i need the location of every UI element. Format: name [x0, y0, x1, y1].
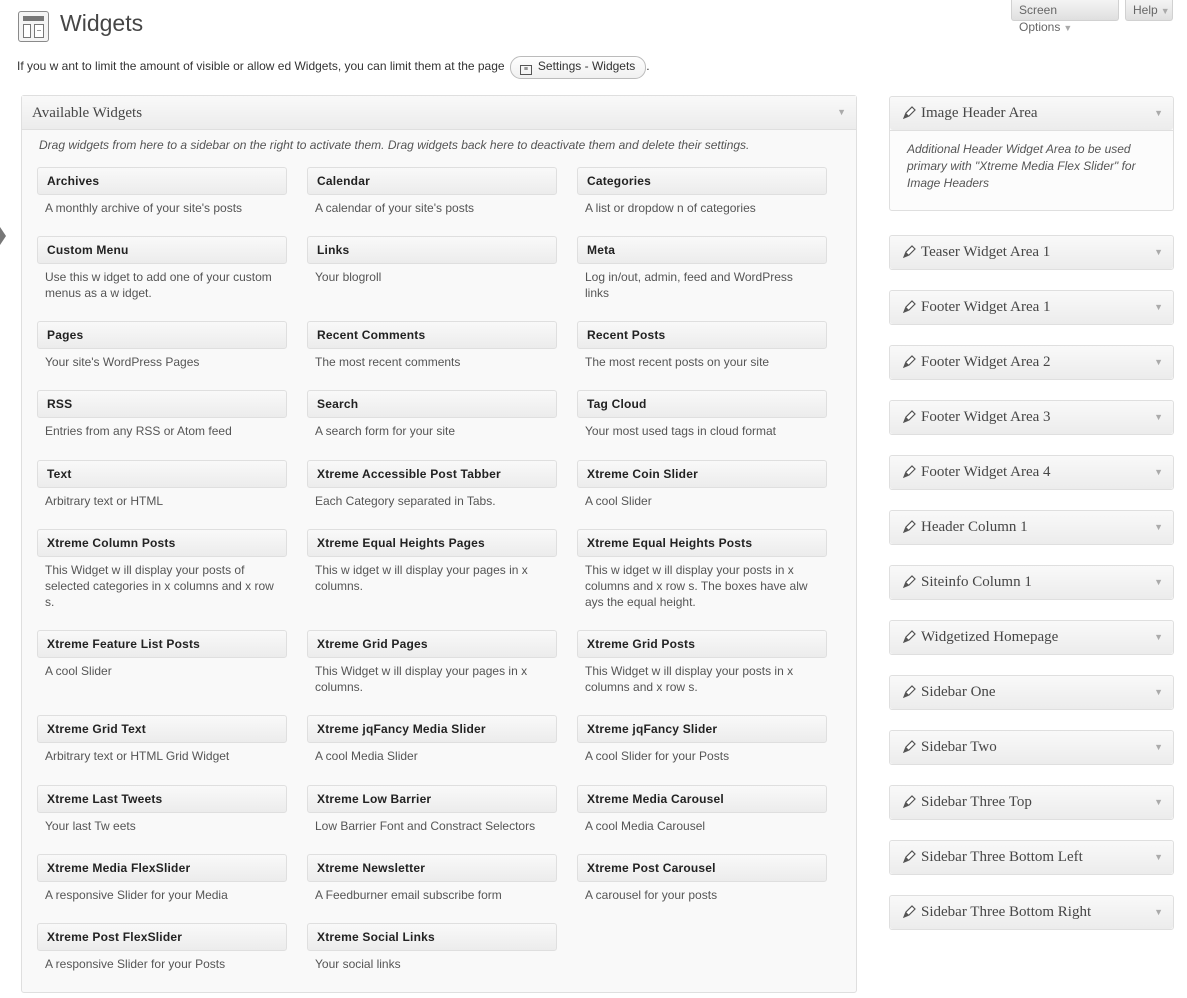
sidebar-name: Siteinfo Column 1	[921, 574, 1032, 590]
chevron-down-icon[interactable]: ▼	[1154, 302, 1163, 312]
widget-meta[interactable]	[577, 236, 827, 301]
sidebar-name: Sidebar Two	[921, 739, 997, 755]
screen-options-button[interactable]	[1011, 0, 1119, 34]
widget-description: This Widget w ill display your pages in x columns.	[315, 664, 528, 694]
edit-icon	[902, 106, 916, 120]
widget-title[interactable]: RSS	[37, 390, 287, 418]
widget-title[interactable]: Xtreme Low Barrier	[307, 785, 557, 813]
sidebar-sidebar-three-top	[889, 785, 1174, 820]
widget-description: The most recent posts on your site	[585, 355, 770, 369]
widget-title[interactable]: Calendar	[307, 167, 557, 195]
widget-description: Your site's WordPress Pages	[45, 355, 200, 369]
widget-title[interactable]: Archives	[37, 167, 287, 195]
sidebar-header[interactable]	[890, 731, 1173, 764]
widget-description: The most recent comments	[315, 355, 461, 369]
sidebar-header[interactable]	[890, 511, 1173, 544]
edit-icon	[902, 300, 916, 314]
widget-xtreme-coin-slider[interactable]	[577, 460, 827, 509]
widget-title[interactable]: Custom Menu	[37, 236, 287, 264]
sidebar-name: Header Column 1	[921, 519, 1028, 535]
widget-title[interactable]: Pages	[37, 321, 287, 349]
chevron-down-icon[interactable]: ▼	[1154, 522, 1163, 532]
widget-title[interactable]: Meta	[577, 236, 827, 264]
widget-recent-posts[interactable]	[577, 321, 827, 370]
chevron-down-icon[interactable]: ▼	[1154, 357, 1163, 367]
widget-description: Log in/out, admin, feed and WordPress links	[585, 270, 793, 300]
sidebar-header[interactable]	[890, 676, 1173, 709]
widget-search[interactable]	[307, 390, 557, 439]
edit-icon	[902, 465, 916, 479]
widget-description: A monthly archive of your site's posts	[45, 201, 243, 215]
widget-title[interactable]: Xtreme Equal Heights Pages	[307, 529, 557, 557]
sidebar-name: Sidebar Three Bottom Right	[921, 904, 1092, 920]
widget-description: This w idget w ill display your posts in x columns and x row s. The boxes have alw ays the equal height.	[585, 563, 808, 609]
sidebar-footer-widget-area-4	[889, 455, 1174, 490]
sidebar-header[interactable]	[890, 236, 1173, 269]
widget-description: A calendar of your site's posts	[315, 201, 475, 215]
widget-pages[interactable]	[37, 321, 287, 370]
sidebar-header[interactable]	[890, 291, 1173, 324]
sidebar-header[interactable]	[890, 456, 1173, 489]
edit-icon	[902, 410, 916, 424]
edit-icon	[902, 355, 916, 369]
widget-title[interactable]: Xtreme Post FlexSlider	[37, 923, 287, 951]
widget-description: A cool Media Slider	[315, 749, 418, 763]
widget-xtreme-equal-heights-pages[interactable]	[307, 529, 557, 594]
sidebar-name: Image Header Area	[921, 105, 1038, 121]
chevron-down-icon[interactable]: ▼	[1154, 467, 1163, 477]
sidebar-header[interactable]	[890, 786, 1173, 819]
sidebar-name: Sidebar One	[921, 684, 996, 700]
widget-xtreme-jqfancy-slider[interactable]	[577, 715, 827, 764]
widget-title[interactable]: Search	[307, 390, 557, 418]
widget-title[interactable]: Recent Posts	[577, 321, 827, 349]
sidebar-sidebar-three-bottom-left	[889, 840, 1174, 875]
sidebar-footer-widget-area-2	[889, 345, 1174, 380]
widget-custom-menu[interactable]	[37, 236, 287, 301]
edit-icon	[902, 795, 916, 809]
widget-links[interactable]	[307, 236, 557, 285]
widget-title[interactable]: Xtreme Grid Text	[37, 715, 287, 743]
chevron-down-icon[interactable]: ▼	[1154, 797, 1163, 807]
widget-xtreme-grid-pages[interactable]	[307, 630, 557, 695]
widget-title[interactable]: Recent Comments	[307, 321, 557, 349]
widget-title[interactable]: Xtreme Grid Pages	[307, 630, 557, 658]
widget-description: A cool Slider	[45, 664, 112, 678]
widget-xtreme-feature-list-posts[interactable]	[37, 630, 287, 679]
settings-widgets-label: Settings - Widgets	[537, 59, 636, 73]
widget-description: This w idget w ill display your pages in x columns.	[315, 563, 528, 593]
widget-xtreme-last-tweets[interactable]	[37, 785, 287, 834]
edit-icon	[902, 575, 916, 589]
sidebar-header[interactable]	[890, 841, 1173, 874]
sidebar-header[interactable]	[890, 896, 1173, 929]
available-widgets-header[interactable]	[22, 96, 856, 130]
widgets-page-icon	[18, 11, 49, 42]
widget-xtreme-post-carousel[interactable]	[577, 854, 827, 903]
sidebar-name: Footer Widget Area 1	[921, 299, 1051, 315]
widget-description: A responsive Slider for your Posts	[45, 957, 226, 971]
widget-description: Your last Tw eets	[45, 819, 136, 833]
widget-xtreme-column-posts[interactable]	[37, 529, 287, 610]
widget-description: Each Category separated in Tabs.	[315, 494, 496, 508]
widget-title[interactable]: Xtreme Equal Heights Posts	[577, 529, 827, 557]
widget-description: Arbitrary text or HTML Grid Widget	[45, 749, 230, 763]
chevron-down-icon[interactable]: ▼	[1154, 108, 1163, 118]
widget-description: Your blogroll	[315, 270, 382, 284]
sidebar-sidebar-one	[889, 675, 1174, 710]
widget-xtreme-newsletter[interactable]	[307, 854, 557, 903]
chevron-down-icon[interactable]: ▼	[1154, 742, 1163, 752]
widget-description: A cool Slider	[585, 494, 652, 508]
widget-title[interactable]: Xtreme Media FlexSlider	[37, 854, 287, 882]
widget-title[interactable]: Tag Cloud	[577, 390, 827, 418]
widget-recent-comments[interactable]	[307, 321, 557, 370]
edit-icon	[902, 245, 916, 259]
sidebar-header[interactable]	[890, 621, 1173, 654]
available-widgets-title: Available Widgets	[32, 105, 143, 121]
widget-description: This Widget w ill display your posts of selected categories in x columns and x row s.	[45, 563, 274, 609]
widget-rss[interactable]	[37, 390, 287, 439]
settings-icon: ≡	[520, 65, 532, 75]
available-widgets-description: Drag widgets from here to a sidebar on the right to activate them. Drag widgets back here to deactivate them and delete their settings.	[39, 138, 750, 152]
sidebar-header[interactable]	[890, 97, 1173, 130]
widget-xtreme-post-flexslider[interactable]	[37, 923, 287, 972]
sidebar-name: Footer Widget Area 3	[921, 409, 1051, 425]
widget-calendar[interactable]	[307, 167, 557, 216]
intro-suffix: .	[646, 59, 650, 73]
widget-title[interactable]: Xtreme Post Carousel	[577, 854, 827, 882]
widget-description: Low Barrier Font and Constract Selectors	[315, 819, 536, 833]
widget-description: Entries from any RSS or Atom feed	[45, 424, 232, 438]
settings-widgets-button[interactable]	[510, 56, 646, 79]
widget-title[interactable]: Xtreme Feature List Posts	[37, 630, 287, 658]
help-button[interactable]	[1125, 0, 1173, 21]
available-widgets-panel	[21, 95, 857, 993]
widget-description: A list or dropdow n of categories	[585, 201, 756, 215]
intro-notice	[17, 56, 650, 79]
widget-description: Arbitrary text or HTML	[45, 494, 164, 508]
chevron-down-icon[interactable]: ▼	[1154, 632, 1163, 642]
widget-tag-cloud[interactable]	[577, 390, 827, 439]
intro-text: If you w ant to limit the amount of visible or allow ed Widgets, you can limit them at the page	[17, 59, 505, 73]
sidebar-header[interactable]	[890, 401, 1173, 434]
widget-xtreme-social-links[interactable]	[307, 923, 557, 972]
sidebar-siteinfo-column-1	[889, 565, 1174, 600]
widget-description: A cool Media Carousel	[585, 819, 706, 833]
widget-description: A cool Slider for your Posts	[585, 749, 730, 763]
widget-description: A carousel for your posts	[585, 888, 718, 902]
sidebar-header-column-1	[889, 510, 1174, 545]
sidebar-description: Additional Header Widget Area to be used primary with "Xtreme Media Flex Slider" for Image Headers	[890, 130, 1173, 210]
chevron-down-icon[interactable]: ▼	[1154, 687, 1163, 697]
widget-title[interactable]: Links	[307, 236, 557, 264]
chevron-down-icon: ▼	[1160, 6, 1170, 16]
widget-title[interactable]: Xtreme jqFancy Slider	[577, 715, 827, 743]
chevron-down-icon[interactable]: ▼	[1154, 247, 1163, 257]
edit-icon	[902, 630, 916, 644]
widget-description: Your social links	[315, 957, 401, 971]
widget-xtreme-accessible-post-tabber[interactable]	[307, 460, 557, 509]
widget-xtreme-grid-posts[interactable]	[577, 630, 827, 695]
help-label: Help	[1133, 3, 1158, 17]
widget-title[interactable]: Categories	[577, 167, 827, 195]
widget-text[interactable]	[37, 460, 287, 509]
widget-description: A responsive Slider for your Media	[45, 888, 228, 902]
widget-title[interactable]: Xtreme Accessible Post Tabber	[307, 460, 557, 488]
widget-description: This Widget w ill display your posts in x columns and x row s.	[585, 664, 794, 694]
edit-icon	[902, 520, 916, 534]
page-title: Widgets	[60, 10, 144, 36]
chevron-down-icon[interactable]: ▼	[1154, 852, 1163, 862]
sidebar-name: Footer Widget Area 2	[921, 354, 1051, 370]
collapse-menu-arrow-icon[interactable]	[0, 227, 6, 245]
edit-icon	[902, 905, 916, 919]
sidebar-header[interactable]	[890, 566, 1173, 599]
sidebar-name: Teaser Widget Area 1	[921, 244, 1051, 260]
widget-title[interactable]: Xtreme Last Tweets	[37, 785, 287, 813]
widget-xtreme-grid-text[interactable]	[37, 715, 287, 764]
sidebar-image-header-area	[889, 96, 1174, 211]
sidebar-name: Sidebar Three Bottom Left	[921, 849, 1083, 865]
widget-description: A Feedburner email subscribe form	[315, 888, 502, 902]
widget-xtreme-low-barrier[interactable]	[307, 785, 557, 834]
widget-description: Your most used tags in cloud format	[585, 424, 776, 438]
chevron-down-icon[interactable]: ▼	[1154, 412, 1163, 422]
widget-title[interactable]: Text	[37, 460, 287, 488]
screen-options-label: Screen Options	[1019, 3, 1061, 34]
widget-title[interactable]: Xtreme Coin Slider	[577, 460, 827, 488]
chevron-down-icon[interactable]: ▼	[1154, 907, 1163, 917]
chevron-down-icon[interactable]: ▼	[1154, 577, 1163, 587]
widget-categories[interactable]	[577, 167, 827, 216]
sidebar-name: Widgetized Homepage	[921, 629, 1059, 645]
sidebar-teaser-widget-area-1	[889, 235, 1174, 270]
sidebar-footer-widget-area-1	[889, 290, 1174, 325]
widget-title[interactable]: Xtreme Newsletter	[307, 854, 557, 882]
widget-xtreme-media-carousel[interactable]	[577, 785, 827, 834]
widget-description: A search form for your site	[315, 424, 456, 438]
chevron-down-icon[interactable]: ▼	[837, 107, 846, 117]
widget-description: Use this w idget to add one of your custom menus as a w idget.	[45, 270, 272, 300]
chevron-down-icon: ▼	[1063, 23, 1073, 33]
sidebar-sidebar-two	[889, 730, 1174, 765]
sidebar-header[interactable]	[890, 346, 1173, 379]
widget-xtreme-jqfancy-media-slider[interactable]	[307, 715, 557, 764]
widget-archives[interactable]	[37, 167, 287, 216]
sidebar-footer-widget-area-3	[889, 400, 1174, 435]
edit-icon	[902, 850, 916, 864]
widget-title[interactable]: Xtreme Column Posts	[37, 529, 287, 557]
widget-title[interactable]: Xtreme Media Carousel	[577, 785, 827, 813]
widget-xtreme-media-flexslider[interactable]	[37, 854, 287, 903]
edit-icon	[902, 740, 916, 754]
widget-title[interactable]: Xtreme Grid Posts	[577, 630, 827, 658]
sidebar-sidebar-three-bottom-right	[889, 895, 1174, 930]
sidebar-name: Sidebar Three Top	[921, 794, 1032, 810]
edit-icon	[902, 685, 916, 699]
sidebar-widgetized-homepage	[889, 620, 1174, 655]
widget-title[interactable]: Xtreme jqFancy Media Slider	[307, 715, 557, 743]
widget-title[interactable]: Xtreme Social Links	[307, 923, 557, 951]
sidebar-name: Footer Widget Area 4	[921, 464, 1051, 480]
widget-xtreme-equal-heights-posts[interactable]	[577, 529, 827, 610]
